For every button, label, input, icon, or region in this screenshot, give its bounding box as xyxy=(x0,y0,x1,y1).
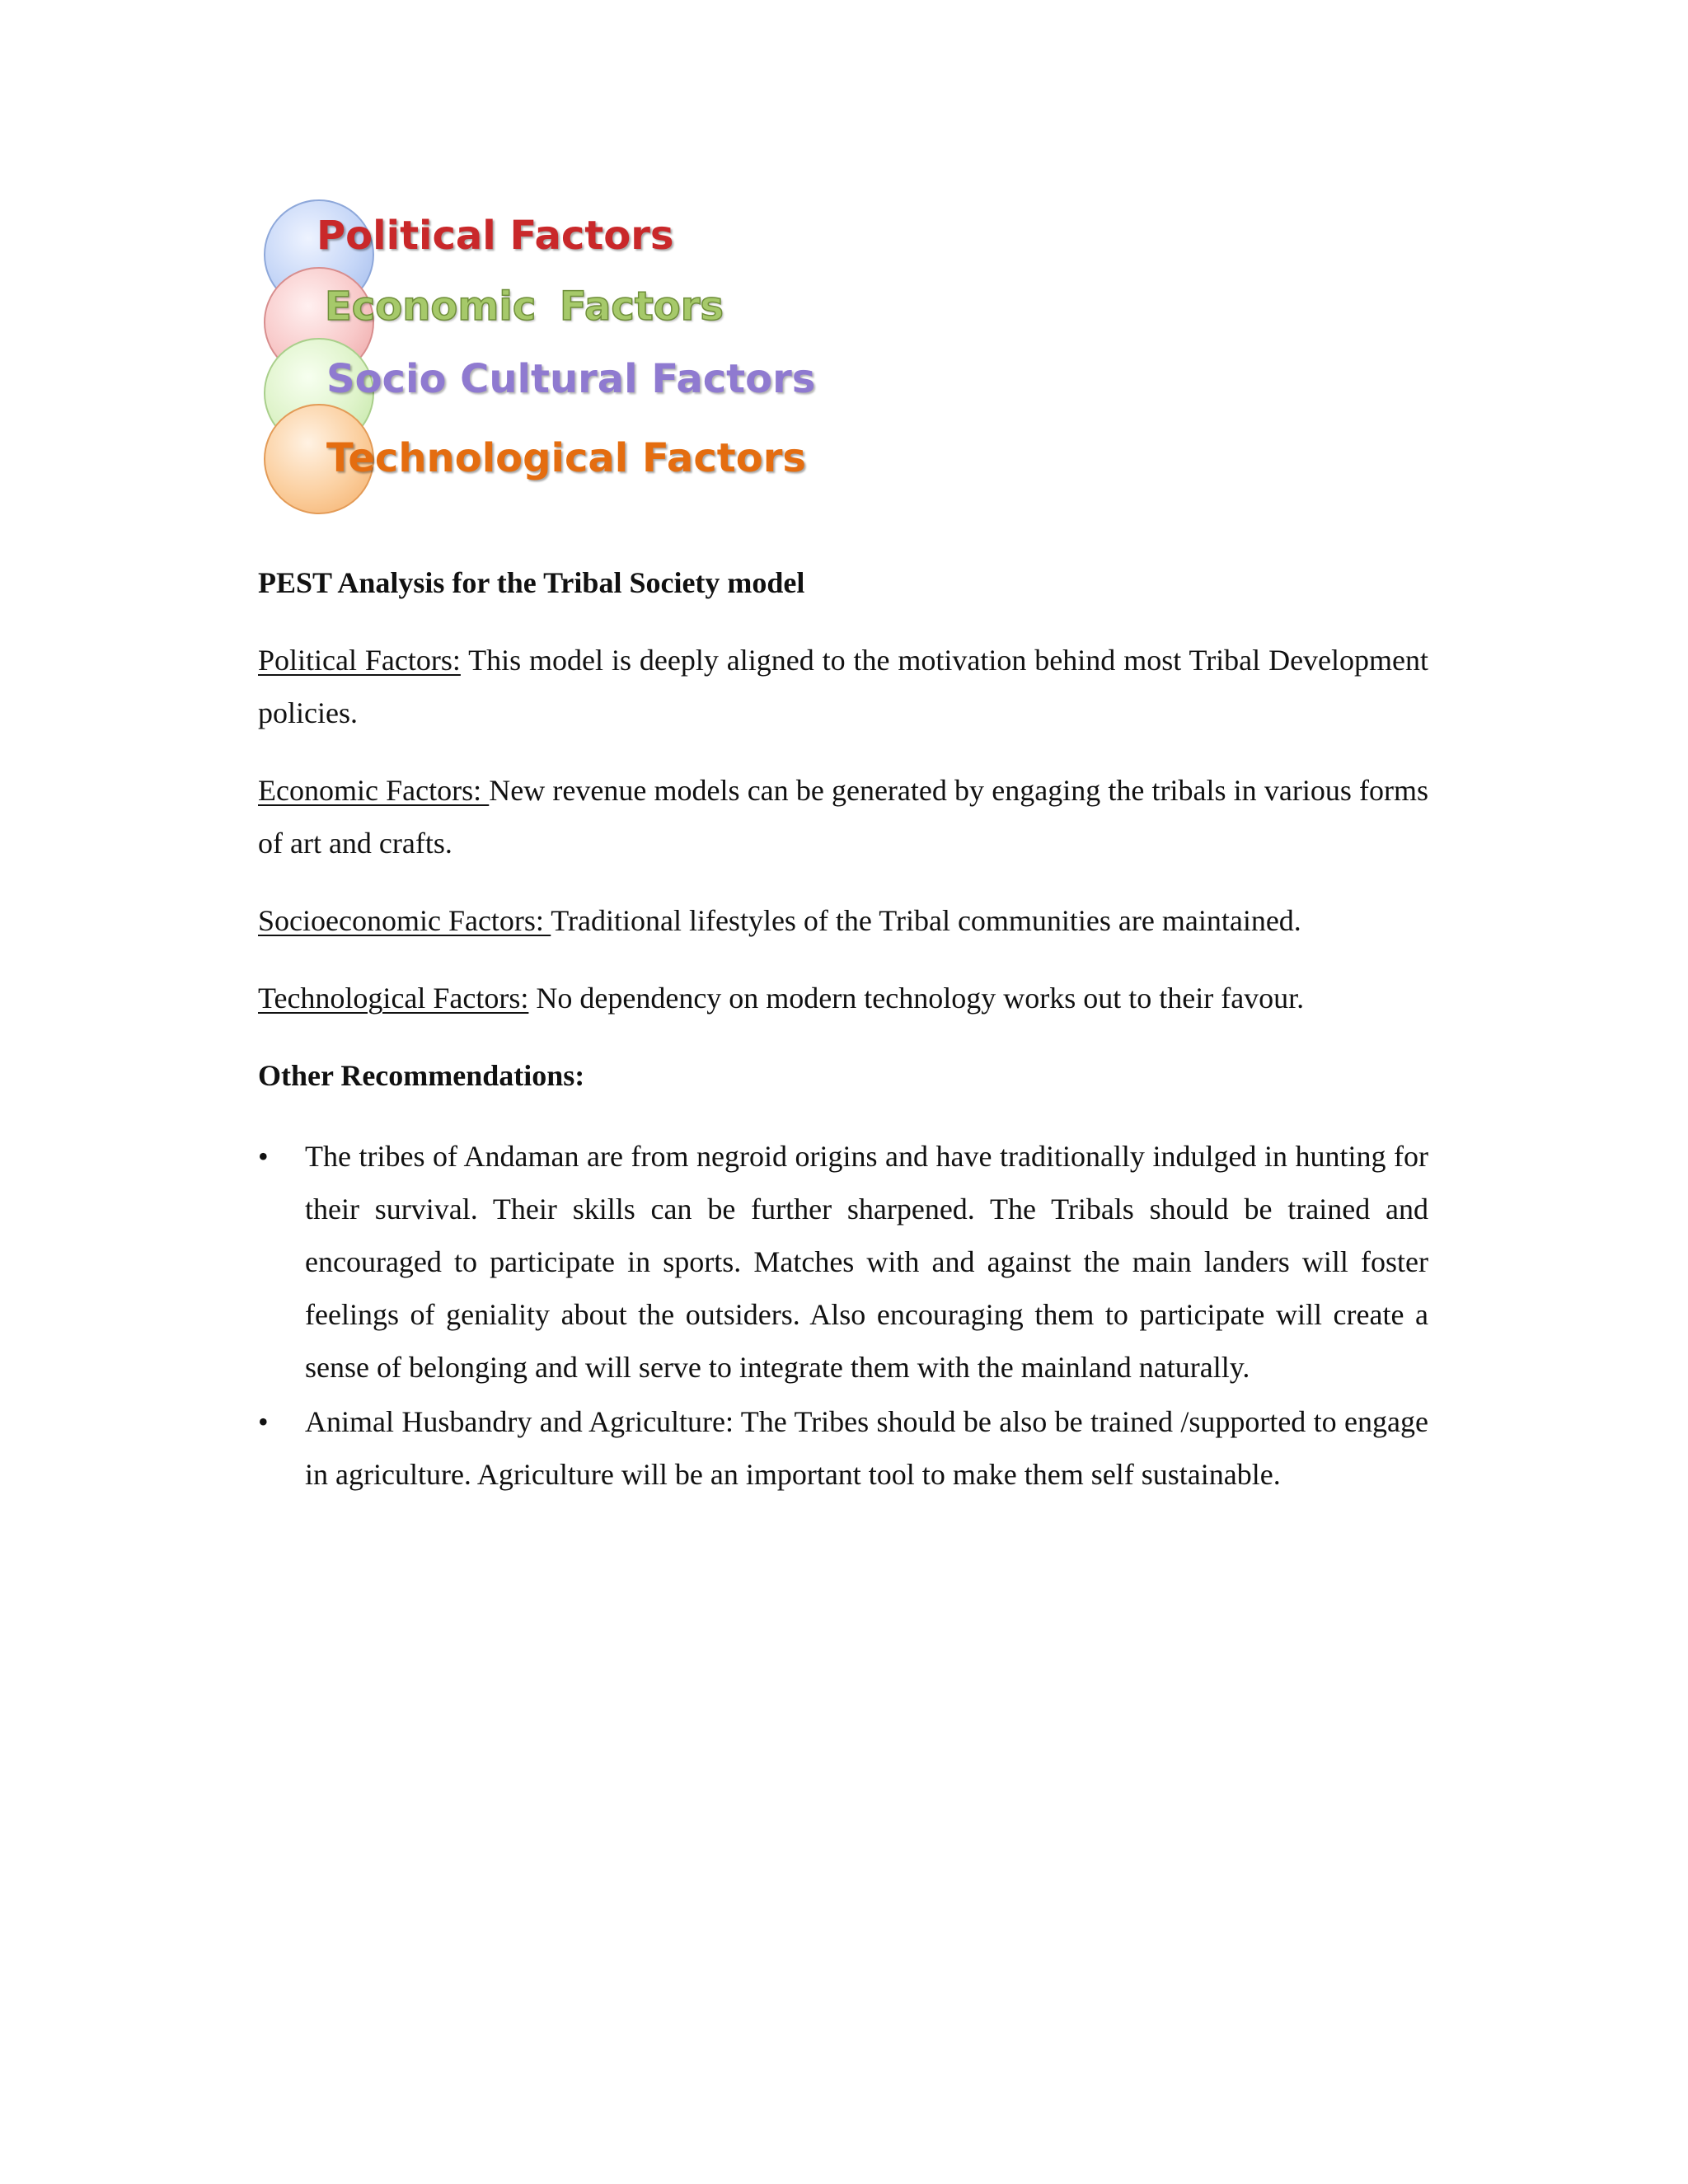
economic-factors-label: Economic Factors xyxy=(325,284,724,330)
technological-factors-text: No dependency on modern technology works out to their favour. xyxy=(528,982,1305,1015)
recommendations-list xyxy=(258,1130,1428,1501)
economic-factors-term: Economic Factors: xyxy=(258,774,490,807)
bullet-icon: • xyxy=(258,1140,269,1173)
technological-factors-paragraph xyxy=(258,972,1428,1024)
technological-factors-term: Technological Factors: xyxy=(258,982,529,1015)
political-factors-paragraph xyxy=(258,634,1428,739)
socioeconomic-factors-term: Socioeconomic Factors: xyxy=(258,904,551,937)
list-item xyxy=(258,1395,1428,1501)
political-factors-term: Political Factors: xyxy=(258,644,461,677)
recommendation-text: The tribes of Andaman are from negroid origins and have traditionally indulged in hunting for their survival. Their skills can be further sharpened. The Tribals should be trained and encouraged to participate in sports. Matches with and against the main landers will foster feelings of geniality about the outsiders. Also encouraging them to participate will create a sense of belonging and will serve to integrate them with the mainland naturally. xyxy=(305,1140,1428,1384)
economic-factors-text: New revenue models can be generated by engaging the tribals in various forms of art and crafts. xyxy=(258,774,1428,860)
recommendation-text: Animal Husbandry and Agriculture: The Tribes should be also be trained /supported to engage in agriculture. Agriculture will be an important tool to make them self sustainable. xyxy=(305,1405,1428,1491)
political-factors-text: This model is deeply aligned to the motivation behind most Tribal Development policies. xyxy=(258,644,1429,729)
economic-factors-paragraph xyxy=(258,764,1428,869)
political-factors-label: Political Factors xyxy=(316,213,674,259)
socioeconomic-factors-text: Traditional lifestyles of the Tribal communities are maintained. xyxy=(551,904,1301,937)
technological-factors-label: Technological Factors xyxy=(326,435,806,481)
bullet-icon: • xyxy=(258,1405,269,1438)
document-title: PEST Analysis for the Tribal Society model xyxy=(258,566,805,599)
socio-cultural-factors-label: Socio Cultural Factors xyxy=(326,356,816,402)
document-body xyxy=(258,556,1428,1502)
socioeconomic-factors-paragraph xyxy=(258,894,1428,947)
pest-diagram xyxy=(257,196,851,518)
list-item xyxy=(258,1130,1428,1394)
recommendations-heading: Other Recommendations: xyxy=(258,1059,585,1092)
